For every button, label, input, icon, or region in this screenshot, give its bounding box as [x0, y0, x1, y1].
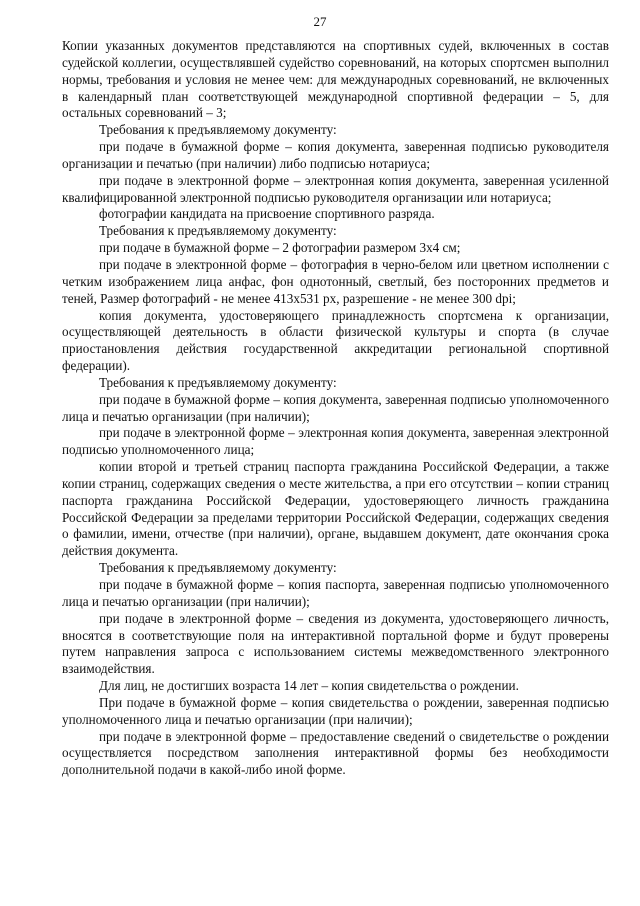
page-number: 27	[313, 14, 327, 29]
paragraph-electronic-form: при подаче в электронной форме – электронная копия документа, заверенная электронной подписью уполномоченного лица;	[62, 425, 609, 458]
paragraph-requirements-heading: Требования к предъявляемому документу:	[99, 560, 337, 576]
paragraph-photos: фотографии кандидата на присвоение спортивного разряда.	[99, 206, 435, 222]
paragraph-electronic-form: при подаче в электронной форме – фотография в черно-белом или цветном исполнении с четким изображением лица анфас, фон однотонный, светлый, без посторонних предметов и теней, Размер фотографий - не менее 413х531 px, разрешение - не менее 300 dpi;	[62, 256, 609, 306]
paragraph-electronic-form: при подаче в электронной форме – электронная копия документа, заверенная усиленной квалифицированной электронной подписью руководителя организации или нотариуса;	[62, 172, 609, 205]
paragraph-paper-form: при подаче в бумажной форме – 2 фотографии размером 3х4 см;	[99, 240, 461, 256]
paragraph-passport-copies: копии второй и третьей страниц паспорта гражданина Российской Федерации, а также копии страниц, содержащих сведения о месте жительства, а при его отсутствии – копии страниц паспорта гражданина Российской Федерации, удостоверяющего личность гражданина Российской Федерации за пределами территории Российской Федерации, содержащих сведения о фамилии, имени, отчестве (при наличии), органе, выдавшем документ, дате окончания срока действия документа.	[62, 459, 609, 559]
document-body	[62, 38, 609, 779]
paragraph-paper-form: при подаче в бумажной форме – копия документа, заверенная подписью уполномоченного лица и печатью организации (при наличии);	[62, 391, 609, 424]
paragraph-electronic-form: при подаче в электронной форме – предоставление сведений о свидетельстве о рождении осуществляется посредством заполнения интерактивной формы без необходимости дополнительной подачи в какой-либо иной форме.	[62, 728, 609, 778]
paragraph-membership-copy: копия документа, удостоверяющего принадлежность спортсмена к организации, осуществляющей деятельность в области физической культуры и спорта (в случае приостановления действия государственной аккредитации региональной спортивной федерации).	[62, 307, 609, 374]
paragraph-paper-form: при подаче в бумажной форме – копия паспорта, заверенная подписью уполномоченного лица и печатью организации (при наличии);	[62, 577, 609, 609]
paragraph-requirements-heading: Требования к предъявляемому документу:	[99, 223, 337, 239]
paragraph-requirements-heading: Требования к предъявляемому документу:	[99, 122, 337, 138]
paragraph-paper-form: При подаче в бумажной форме – копия свидетельства о рождении, заверенная подписью уполномоченного лица и печатью организации (при наличии);	[62, 694, 609, 727]
paragraph-judges-copies: Копии указанных документов представляются на спортивных судей, включенных в состав судейской коллегии, осуществлявшей судейство соревнований, на которых спортсмен выполнил нормы, требования и условия не менее чем: для международных соревнований, не включенных в календарный план соответствующей международной спортивной федерации – 5, для остальных соревнований – 3;	[62, 38, 609, 121]
paragraph-paper-form: при подаче в бумажной форме – копия документа, заверенная подписью руководителя организации и печатью (при наличии) либо подписью нотариуса;	[62, 139, 609, 171]
paragraph-electronic-form: при подаче в электронной форме – сведения из документа, удостоверяющего личность, вносятся в соответствующие поля на интерактивной портальной форме и будут проверены путем направления запроса с использованием системы межведомственного электронного взаимодействия.	[62, 610, 609, 677]
paragraph-under-14: Для лиц, не достигших возраста 14 лет – копия свидетельства о рождении.	[99, 678, 519, 694]
paragraph-requirements-heading: Требования к предъявляемому документу:	[99, 374, 337, 390]
